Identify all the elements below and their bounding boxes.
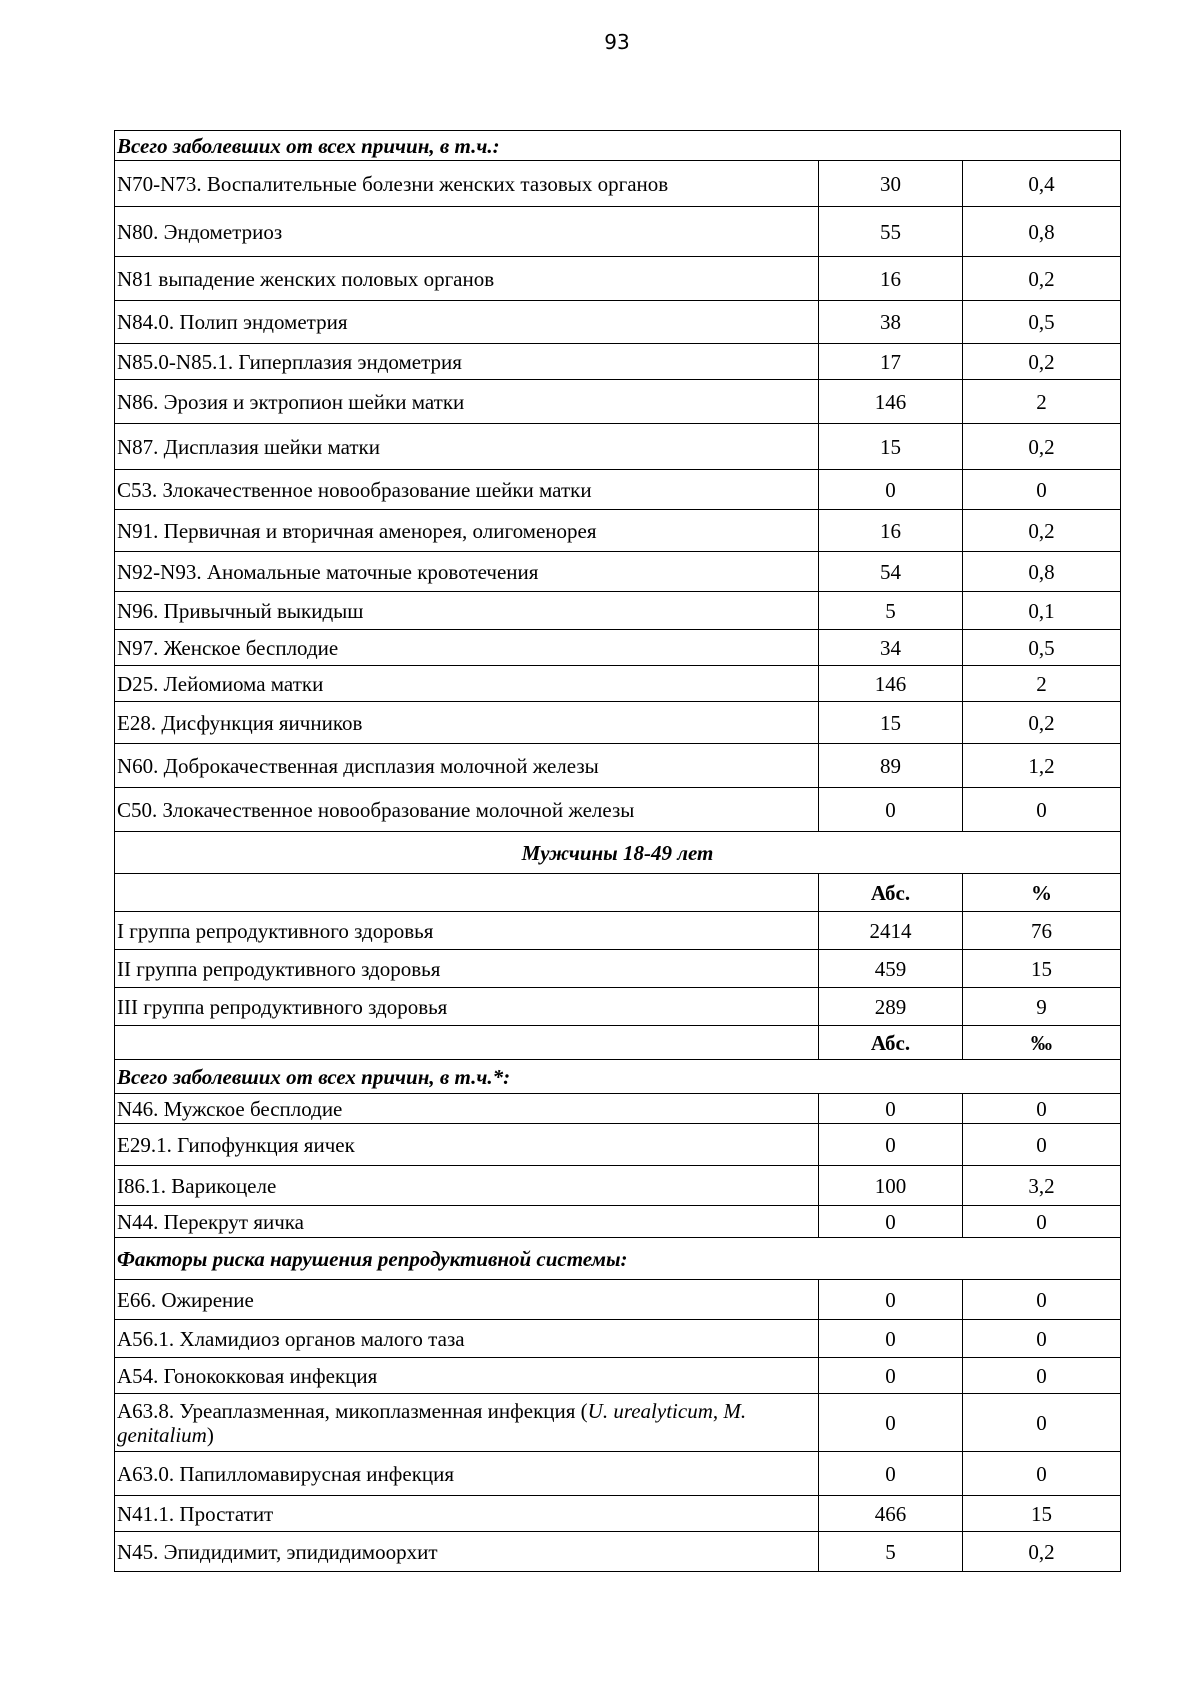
row-rate: 0,4 <box>963 161 1121 207</box>
row-label: C50. Злокачественное новообразование молочной железы <box>115 788 819 832</box>
group-abs: 289 <box>819 988 963 1026</box>
header-permille: ‰ <box>963 1026 1121 1060</box>
label-suffix: ) <box>206 1422 214 1447</box>
row-abs: 89 <box>819 744 963 788</box>
table-row <box>115 344 1121 380</box>
row-label: N86. Эрозия и эктропион шейки матки <box>115 380 819 424</box>
section-title: Всего заболевших от всех причин, в т.ч.: <box>115 131 1121 161</box>
header-percent: % <box>963 874 1121 912</box>
row-abs: 0 <box>819 1358 963 1394</box>
group-label: I группа репродуктивного здоровья <box>115 912 819 950</box>
row-abs: 55 <box>819 207 963 257</box>
row-label: E29.1. Гипофункция яичек <box>115 1124 819 1166</box>
row-label: I86.1. Варикоцеле <box>115 1166 819 1206</box>
header-row <box>115 874 1121 912</box>
row-rate: 0 <box>963 1206 1121 1238</box>
row-label: N96. Привычный выкидыш <box>115 592 819 630</box>
page-number: 93 <box>604 30 630 54</box>
row-label: A63.0. Папилломавирусная инфекция <box>115 1452 819 1496</box>
row-rate: 0,8 <box>963 207 1121 257</box>
header-blank <box>115 1026 819 1060</box>
label-prefix: A63.8. Уреаплазменная, микоплазменная инфекция ( <box>117 1398 588 1423</box>
row-label: N85.0-N85.1. Гиперплазия эндометрия <box>115 344 819 380</box>
label-italic-species-2: M. genitalium <box>117 1398 747 1447</box>
row-abs: 0 <box>819 1280 963 1320</box>
row-abs: 5 <box>819 1532 963 1572</box>
row-label: N60. Доброкачественная дисплазия молочной железы <box>115 744 819 788</box>
row-abs: 0 <box>819 788 963 832</box>
row-label: A56.1. Хламидиоз органов малого таза <box>115 1320 819 1358</box>
row-label: D25. Лейомиома матки <box>115 666 819 702</box>
group-abs: 2414 <box>819 912 963 950</box>
row-label: N87. Дисплазия шейки матки <box>115 424 819 470</box>
row-rate: 0,8 <box>963 552 1121 592</box>
row-rate: 0,2 <box>963 510 1121 552</box>
section-title-row <box>115 131 1121 161</box>
table-row <box>115 1452 1121 1496</box>
table-row <box>115 988 1121 1026</box>
table-row <box>115 630 1121 666</box>
row-rate: 0,2 <box>963 702 1121 744</box>
row-label: E66. Ожирение <box>115 1280 819 1320</box>
row-rate: 0 <box>963 1394 1121 1452</box>
section-title-row <box>115 1060 1121 1094</box>
row-rate: 0,1 <box>963 592 1121 630</box>
table-row <box>115 666 1121 702</box>
group-pct: 76 <box>963 912 1121 950</box>
group-pct: 15 <box>963 950 1121 988</box>
row-abs: 16 <box>819 510 963 552</box>
table-row <box>115 207 1121 257</box>
table-row <box>115 1166 1121 1206</box>
row-abs: 0 <box>819 470 963 510</box>
row-rate: 0 <box>963 1320 1121 1358</box>
row-abs: 0 <box>819 1452 963 1496</box>
row-rate: 0,5 <box>963 630 1121 666</box>
row-label: A54. Гонококковая инфекция <box>115 1358 819 1394</box>
table-row <box>115 1280 1121 1320</box>
row-abs: 466 <box>819 1496 963 1532</box>
header-abs: Абс. <box>819 1026 963 1060</box>
group-abs: 459 <box>819 950 963 988</box>
row-label: N81 выпадение женских половых органов <box>115 257 819 301</box>
table-row <box>115 424 1121 470</box>
table-row <box>115 470 1121 510</box>
row-abs: 0 <box>819 1394 963 1452</box>
row-label: N92-N93. Аномальные маточные кровотечения <box>115 552 819 592</box>
row-abs: 0 <box>819 1320 963 1358</box>
group-label: III группа репродуктивного здоровья <box>115 988 819 1026</box>
row-label: N84.0. Полип эндометрия <box>115 301 819 344</box>
group-label: II группа репродуктивного здоровья <box>115 950 819 988</box>
row-label: N44. Перекрут яичка <box>115 1206 819 1238</box>
table-row <box>115 1206 1121 1238</box>
row-label: N80. Эндометриоз <box>115 207 819 257</box>
table-row <box>115 1496 1121 1532</box>
row-rate: 0,2 <box>963 424 1121 470</box>
row-abs: 38 <box>819 301 963 344</box>
table-row <box>115 1358 1121 1394</box>
men-section-title: Мужчины 18-49 лет <box>115 832 1121 874</box>
row-abs: 16 <box>819 257 963 301</box>
row-abs: 0 <box>819 1124 963 1166</box>
row-rate: 0,2 <box>963 344 1121 380</box>
row-label: N97. Женское бесплодие <box>115 630 819 666</box>
row-rate: 0 <box>963 1094 1121 1124</box>
row-abs: 17 <box>819 344 963 380</box>
row-abs: 54 <box>819 552 963 592</box>
row-rate: 0 <box>963 1124 1121 1166</box>
table-row <box>115 950 1121 988</box>
row-rate: 0 <box>963 1280 1121 1320</box>
row-label: N91. Первичная и вторичная аменорея, олигоменорея <box>115 510 819 552</box>
row-abs: 15 <box>819 424 963 470</box>
row-label: N70-N73. Воспалительные болезни женских тазовых органов <box>115 161 819 207</box>
table-row <box>115 257 1121 301</box>
row-abs: 0 <box>819 1094 963 1124</box>
table-row <box>115 552 1121 592</box>
table-row <box>115 1094 1121 1124</box>
row-rate: 0,5 <box>963 301 1121 344</box>
row-rate: 1,2 <box>963 744 1121 788</box>
header-blank <box>115 874 819 912</box>
table-row <box>115 510 1121 552</box>
row-rate: 0 <box>963 470 1121 510</box>
table-row <box>115 592 1121 630</box>
header-abs: Абс. <box>819 874 963 912</box>
label-italic-species-1: U. urealyticum <box>587 1398 713 1423</box>
header-row <box>115 1026 1121 1060</box>
section-title-row <box>115 1238 1121 1280</box>
men-title-row <box>115 832 1121 874</box>
table-row <box>115 744 1121 788</box>
table-row <box>115 912 1121 950</box>
row-rate: 15 <box>963 1496 1121 1532</box>
group-pct: 9 <box>963 988 1121 1026</box>
row-rate: 0,2 <box>963 1532 1121 1572</box>
row-abs: 100 <box>819 1166 963 1206</box>
table-row <box>115 1532 1121 1572</box>
row-label: N41.1. Простатит <box>115 1496 819 1532</box>
reproductive-health-table <box>114 130 1121 1572</box>
row-rate: 0 <box>963 1452 1121 1496</box>
table-row <box>115 301 1121 344</box>
row-abs: 34 <box>819 630 963 666</box>
row-abs: 146 <box>819 666 963 702</box>
label-separator: , <box>712 1398 724 1423</box>
row-label-ureaplasma <box>115 1394 819 1452</box>
table-row <box>115 1320 1121 1358</box>
table-row <box>115 161 1121 207</box>
row-label: N46. Мужское бесплодие <box>115 1094 819 1124</box>
row-abs: 30 <box>819 161 963 207</box>
risk-factors-title: Факторы риска нарушения репродуктивной системы: <box>115 1238 1121 1280</box>
table-row <box>115 702 1121 744</box>
men-diseases-title: Всего заболевших от всех причин, в т.ч.*: <box>115 1060 1121 1094</box>
row-abs: 15 <box>819 702 963 744</box>
row-rate: 0 <box>963 1358 1121 1394</box>
row-label: N45. Эпидидимит, эпидидимоорхит <box>115 1532 819 1572</box>
table-row <box>115 1124 1121 1166</box>
row-rate: 2 <box>963 380 1121 424</box>
row-rate: 0,2 <box>963 257 1121 301</box>
row-rate: 3,2 <box>963 1166 1121 1206</box>
row-abs: 146 <box>819 380 963 424</box>
row-rate: 0 <box>963 788 1121 832</box>
table-row <box>115 1394 1121 1452</box>
row-label: C53. Злокачественное новообразование шейки матки <box>115 470 819 510</box>
row-rate: 2 <box>963 666 1121 702</box>
table-row <box>115 380 1121 424</box>
row-label: E28. Дисфункция яичников <box>115 702 819 744</box>
row-abs: 5 <box>819 592 963 630</box>
table-row <box>115 788 1121 832</box>
row-abs: 0 <box>819 1206 963 1238</box>
